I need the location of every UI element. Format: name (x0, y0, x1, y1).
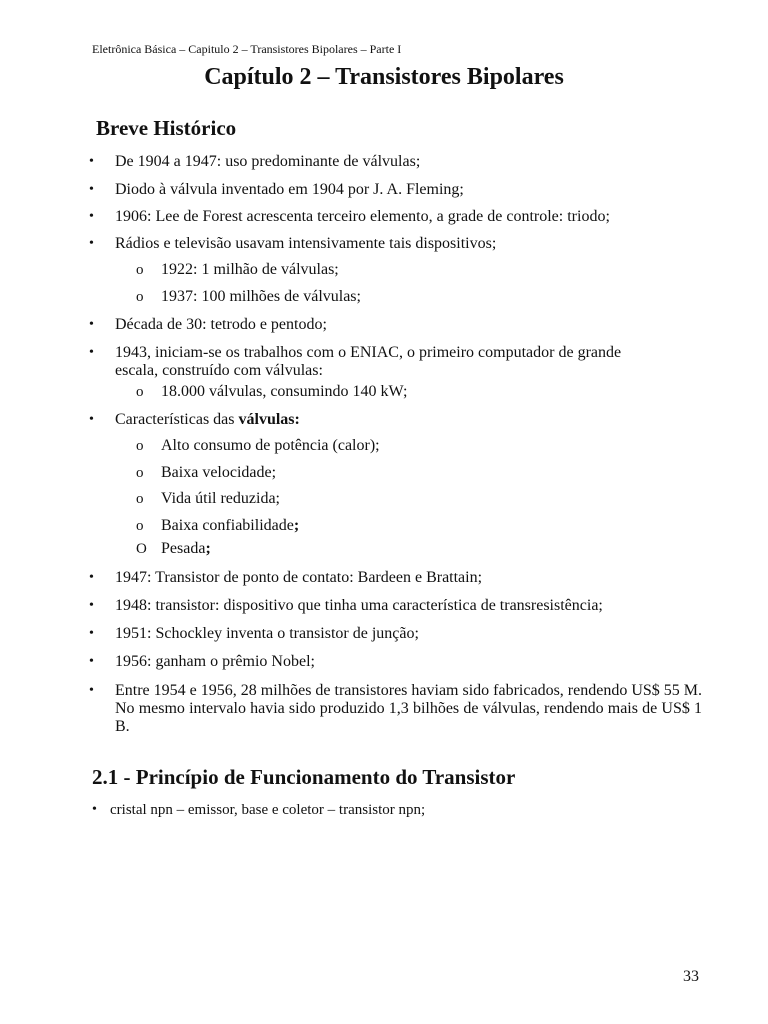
bullet-icon: • (89, 345, 94, 360)
list-item (89, 235, 705, 253)
list-item-text: Rádios e televisão usavam intensivamente tais dispositivos; (115, 235, 497, 252)
list-item (92, 801, 700, 819)
sub-list-item (136, 490, 701, 508)
list-item (89, 569, 705, 587)
list-item-text: 1956: ganham o prêmio Nobel; (115, 653, 315, 670)
bullet-icon: • (89, 598, 94, 613)
list-item-text: Década de 30: tetrodo e pentodo; (115, 316, 327, 333)
list-item (89, 153, 705, 171)
bullet-icon: • (89, 154, 94, 169)
list-item-text: 1937: 100 milhões de válvulas; (161, 288, 361, 305)
list-item-text: escala, construído com válvulas: (115, 362, 323, 379)
list-item-bold-punct: ; (293, 517, 300, 534)
list-item (89, 208, 705, 226)
circle-bullet-icon: o (136, 465, 144, 481)
list-item-text: Vida útil reduzida; (161, 490, 280, 507)
bullet-icon: • (89, 683, 94, 698)
list-item (89, 625, 705, 643)
bullet-icon: • (89, 209, 94, 224)
list-item-text: 1943, iniciam-se os trabalhos com o ENIAC, o primeiro computador de grande (115, 344, 622, 361)
list-item (89, 316, 705, 334)
circle-bullet-icon: o (136, 438, 144, 454)
list-item-text: Pesada (161, 540, 206, 557)
list-item-continuation (115, 362, 705, 380)
chapter-title: Capítulo 2 – Transistores Bipolares (204, 64, 564, 90)
list-item (89, 181, 705, 199)
page-number: 33 (683, 968, 699, 985)
bullet-icon: • (92, 802, 97, 817)
bullet-icon: • (89, 317, 94, 332)
list-item (89, 344, 705, 362)
list-item-text: Características das (115, 411, 239, 428)
circle-bullet-icon: O (136, 541, 147, 557)
sub-list-item (136, 517, 701, 535)
running-header: Eletrônica Básica – Capitulo 2 – Transistores Bipolares – Parte I (92, 42, 402, 56)
list-item-text: Baixa confiabilidade (161, 517, 294, 534)
list-item-text: 1947: Transistor de ponto de contato: Bardeen e Brattain; (115, 569, 483, 586)
list-item-text: cristal npn – emissor, base e coletor – transistor npn; (110, 802, 426, 818)
list-item-text: 1948: transistor: dispositivo que tinha uma característica de transresistência; (115, 597, 603, 614)
bullet-icon: • (89, 236, 94, 251)
sub-list-item (136, 437, 701, 455)
sub-list-item (136, 288, 701, 306)
list-item (89, 411, 705, 429)
list-item (89, 653, 705, 671)
list-item-text: 1906: Lee de Forest acrescenta terceiro elemento, a grade de controle: triodo; (115, 208, 610, 225)
bullet-icon: • (89, 182, 94, 197)
circle-bullet-icon: o (136, 262, 144, 278)
circle-bullet-icon: o (136, 384, 144, 400)
list-item-text: De 1904 a 1947: uso predominante de válvulas; (115, 153, 421, 170)
section-heading-breve-historico: Breve Histórico (96, 116, 237, 140)
list-item-text: 18.000 válvulas, consumindo 140 kW; (161, 383, 408, 400)
bullet-icon: • (89, 412, 94, 427)
bullet-icon: • (89, 626, 94, 641)
bullet-icon: • (89, 570, 94, 585)
list-item-text: Entre 1954 e 1956, 28 milhões de transistores haviam sido fabricados, rendendo US$ 55 M. No mesmo intervalo havia sido produzido 1,3 bilhões de válvulas, rendendo mais de US$ 1 B. (115, 682, 702, 735)
circle-bullet-icon: o (136, 518, 144, 534)
list-item (89, 682, 702, 736)
list-item-bold-punct: ; (205, 540, 211, 557)
circle-bullet-icon: o (136, 289, 144, 305)
list-item-text: Diodo à válvula inventado em 1904 por J. A. Fleming; (115, 181, 464, 198)
list-item-text: Alto consumo de potência (calor); (161, 437, 380, 454)
list-item (89, 597, 705, 615)
list-item-text: 1922: 1 milhão de válvulas; (161, 261, 339, 278)
list-item-text: Baixa velocidade; (161, 464, 277, 481)
sub-list-item (136, 261, 701, 279)
section-heading-principio: 2.1 - Princípio de Funcionamento do Transistor (92, 765, 516, 789)
sub-list-item (136, 464, 701, 482)
bullet-icon: • (89, 654, 94, 669)
list-item-bold-text: válvulas: (238, 411, 300, 428)
sub-list-item (136, 540, 701, 558)
list-item-text: 1951: Schockley inventa o transistor de junção; (115, 625, 419, 642)
sub-list-item (136, 383, 701, 401)
circle-bullet-icon: o (136, 491, 144, 507)
